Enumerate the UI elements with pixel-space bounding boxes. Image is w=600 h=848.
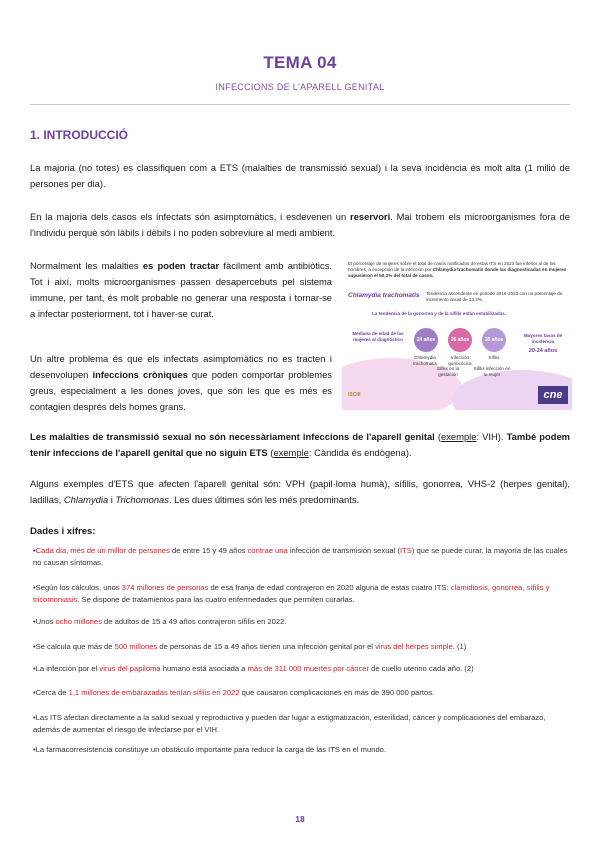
circle-label-2: Infección gonocócica — [448, 355, 472, 366]
paragraph-5 — [30, 429, 570, 461]
bullet-run: más de 311 000 muertes por cáncer — [247, 664, 370, 673]
infographic-intro-a: El porcentaje de mujeres sobre el total de casos notificados de estas ITS en 2023 fue inferior al de los hombres, a excepción de la infección por — [348, 261, 556, 272]
paragraph-5-text-b: : Càndida és endògena). — [308, 447, 412, 458]
bullet-run: 500 millones — [114, 642, 158, 651]
data-bullet-2 — [33, 582, 573, 606]
paragraph-6 — [30, 476, 570, 508]
age-circle-3: 35 años — [482, 328, 506, 352]
bullet-run: ocho millones — [55, 617, 102, 626]
paragraph-3-text-a: Normalment les malalties — [30, 260, 143, 271]
page-subtitle: INFECCIONS DE L'APARELL GENITAL — [215, 82, 385, 92]
paragraph-3 — [30, 258, 332, 322]
bullet-run: de esa franja de edad contrajeron en 2020 alguna de estas cuatro ITS: — [208, 583, 451, 592]
paragraph-5-paren-a: ( — [434, 431, 442, 442]
circle-label-4: Sífilis en la gestación — [436, 366, 460, 377]
bullet-run: de cuello uterino cada año. (2) — [369, 664, 474, 673]
cne-logo: cne — [538, 386, 568, 404]
median-label: Mediana de edad de las mujeres al diagnóstico — [352, 331, 404, 342]
data-bullet-3 — [33, 616, 573, 628]
paragraph-1: La majoria (no totes) es classifiquen com a ETS (malalties de transmissió sexual) i la seva incidència és molt alta (1 milió de persones per dia). — [30, 162, 570, 189]
chlamydia-label: Chlamydia trachomatis — [348, 292, 420, 299]
infographic-intro — [348, 261, 568, 279]
bullet-run: ITS — [399, 546, 412, 555]
bullet-run: •La farmacorresistencia constituye un obstáculo importante para reducir la carga de las ITS en el mundo. — [33, 745, 386, 754]
paragraph-6-italic-a: Chlamydia — [63, 494, 109, 505]
paragraph-4-text-a: Un altre problema és que els infectats asimptomàtics no es tracten i desenvolupen — [30, 353, 332, 380]
bullet-run: que causaron complicaciones en más de 390 000 partos. — [239, 688, 435, 697]
max-incidence-label: Mayores tasas de incidencia — [523, 333, 563, 344]
header-divider — [30, 104, 570, 105]
bullet-run: . (1) — [452, 642, 467, 651]
bullet-run: de entre 15 y 49 años — [169, 546, 248, 555]
infographic-intro-c: donde las diagnosticadas en mujeres supusieron el 50,3% del total de casos. — [348, 267, 567, 278]
data-heading: Dades i xifres: — [30, 526, 96, 537]
bullet-run: •Según los cálculos, unos — [33, 583, 122, 592]
data-bullet-6 — [33, 687, 573, 699]
paragraph-5-bold-a: Les malalties de transmissió sexual no són necessàriament infeccions de l'aparell genital — [30, 431, 435, 442]
paragraph-5-example-a: exemple — [441, 431, 477, 442]
paragraph-5-text-a: : VIH). — [476, 431, 507, 442]
paragraph-2-bold: reservori — [350, 211, 391, 222]
paragraph-4-bold: infeccions cròniques — [92, 369, 188, 380]
bullet-run: . Se dispone de tratamientos para las cuatro enfermedades que permiten curarlas. — [77, 595, 355, 604]
paragraph-3-text-b: fàcilment amb antibiòtics. Tot i així, molts microorganismes passen desapercebuts pel sistema immune, per tant, és molt probable no generar una resposta i tornar-se a infectar posteriorment, tot i haver-se curat. — [30, 260, 332, 319]
data-bullet-7 — [33, 712, 573, 736]
bullet-run: •Cerca de — [33, 688, 69, 697]
paragraph-6-text-c: . Les dues últimes són les més predominants. — [168, 494, 360, 505]
bullet-run: Cada dia, més de un millor de persones — [35, 546, 170, 555]
bullet-run: virus del papiloma — [99, 664, 161, 673]
bullet-run: •Unos — [33, 617, 56, 626]
paragraph-4-text-b: que poden comportar problemes greus, especialment a les dones joves, que són les que es més es contagien després dels homes grans. — [30, 369, 332, 412]
page-number: 18 — [295, 814, 305, 824]
circle-label-5: Sífilis infección en la mujer — [473, 366, 511, 377]
its-infographic — [342, 258, 572, 410]
age-circle-2: 26 años — [448, 328, 472, 352]
bullet-run: • — [33, 546, 36, 555]
bullet-run: contrae una — [247, 546, 288, 555]
gov-logo: ISCIII — [348, 392, 361, 398]
data-bullet-5 — [33, 663, 573, 675]
page-title: TEMA 04 — [263, 53, 337, 72]
bullet-run: 374 millones de personas — [121, 583, 209, 592]
section-heading: 1. INTRODUCCIÓ — [30, 128, 129, 142]
chlamydia-text: Tendencia ascendente en periodo 2016-2023 con un porcentaje de incremento anual de 13,3%. — [426, 291, 563, 302]
bullet-run: de adultos de 15 a 49 años contrajeron sífilis en 2022. — [101, 617, 287, 626]
paragraph-6-italic-b: Trichomonas — [115, 494, 169, 505]
bullet-run: •Las ITS afectan directamente a la salud sexual y reproductiva y pueden dar lugar a estigmatización, esterilidad, cáncer y complicaciones del embarazo, además de aumentar el riesgo de infectarse por el VIH. — [33, 713, 546, 734]
paragraph-6-text-a: Alguns exemples d'ETS que afecten l'aparell genital són: VPH (papil·loma humà), sífilis, gonorrea, VHS-2 (herpes genital), ladillas, — [30, 478, 570, 505]
bullet-run: humano está asociada a — [160, 664, 248, 673]
paragraph-2-text-a: En la majoria dels casos els infectats són asimptomàtics, i esdevenen un — [30, 211, 351, 222]
data-bullet-8 — [33, 744, 573, 756]
bullet-run: ) que se puede curar, la mayoría de las cuales no causan síntomas. — [33, 546, 568, 567]
data-bullet-4 — [33, 641, 573, 653]
bullet-run: •Se calcula que más de — [33, 642, 115, 651]
max-incidence-age: 20-24 años — [528, 348, 558, 354]
infographic-intro-b: Chlamydia trachomatis — [432, 267, 484, 272]
bullet-run: clamidiosis, gonorrea, sífilis y tricomoniasis — [33, 583, 550, 604]
paragraph-2 — [30, 209, 570, 241]
paragraph-5-example-b: exemple — [273, 447, 309, 458]
bullet-run: •La infección por el — [33, 664, 100, 673]
bullet-run: infección de transmisión sexual ( — [287, 546, 400, 555]
paragraph-4 — [30, 351, 332, 415]
paragraph-5-paren-b: ( — [267, 447, 274, 458]
circle-label-1: Chlamydia trachomatis — [413, 355, 437, 366]
bullet-run: virus del herpes simple — [375, 642, 453, 651]
paragraph-5-bold-b: També podem tenir infeccions de l'aparell genital que no siguin ETS — [30, 431, 571, 458]
bullet-run: de personas de 15 a 49 años tienen una infección genital por el — [157, 642, 376, 651]
age-circle-1: 24 años — [414, 328, 438, 352]
paragraph-6-text-b: i — [108, 494, 116, 505]
paragraph-3-bold: es poden tractar — [142, 260, 220, 271]
bullet-run: 1,1 millones de embarazadas tenían sífilis en 2022 — [68, 688, 240, 697]
paragraph-2-text-b: . Mai trobem els microorganismes fora de l'individu perquè són làbils i dèbils i no poden sobreviure al medi ambient. — [30, 211, 570, 238]
circle-label-3: Sífilis — [488, 355, 500, 360]
data-bullet-1 — [33, 545, 573, 569]
trend-text: La tendencia de la gonorrea y de la sífilis están estabilizadas. — [372, 311, 507, 316]
